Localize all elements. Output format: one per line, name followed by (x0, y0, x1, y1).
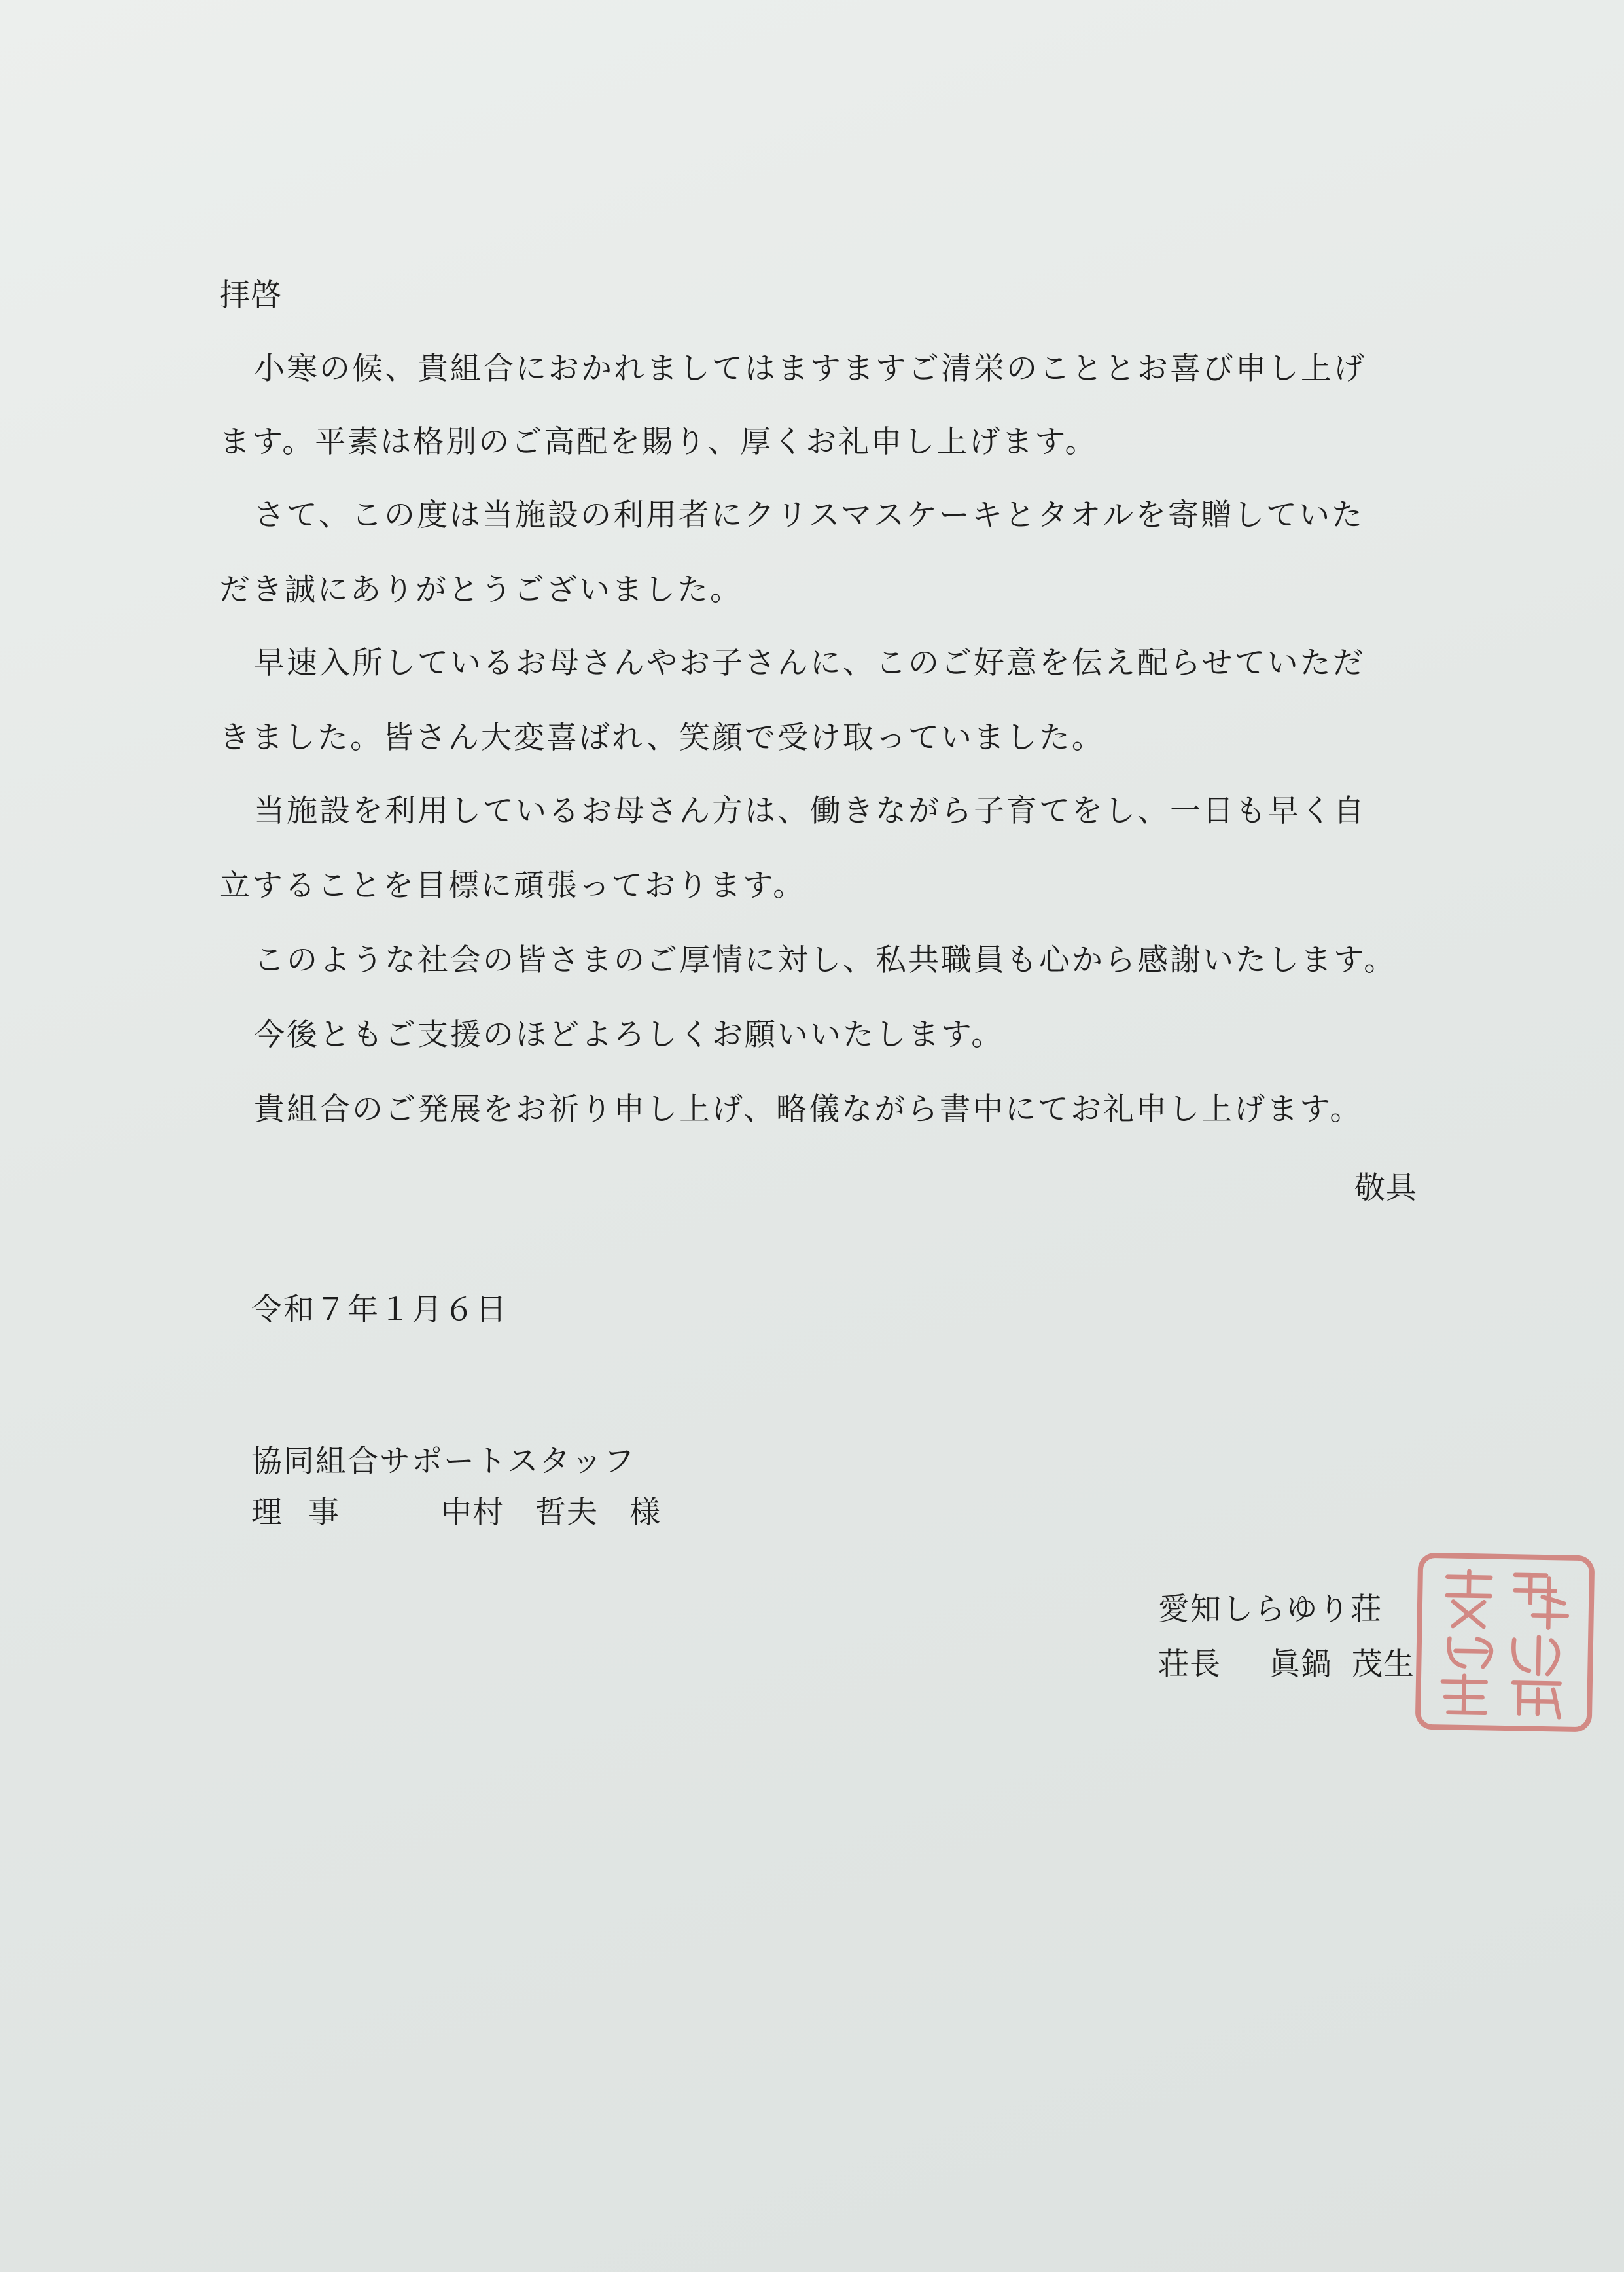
paragraph-line: 立することを目標に頑張っております。 (219, 868, 806, 904)
paragraph-line: だき誠にありがとうございました。 (219, 572, 743, 608)
sender-given-name: 茂生 (1352, 1646, 1415, 1682)
recipient-organization: 協同組合サポートスタッフ (251, 1444, 636, 1480)
sender-title: 荘長 (1158, 1646, 1221, 1682)
paragraph-line: 小寒の候、貴組合におかれましてはますますご清栄のこととお喜び申し上げ (254, 351, 1366, 387)
sender-line (1158, 1646, 1415, 1682)
closing: 敬具 (1354, 1170, 1417, 1206)
sender-organization: 愛知しらゆり荘 (1158, 1591, 1383, 1627)
salutation: 拝啓 (219, 277, 282, 313)
recipient-title: 理事 (251, 1495, 365, 1531)
sender-surname: 眞鍋 (1269, 1646, 1332, 1682)
paragraph-line: 今後ともご支援のほどよろしくお願いいたします。 (254, 1017, 1004, 1053)
paragraph-line: 当施設を利用しているお母さん方は、働きながら子育てをし、一日も早く自 (254, 793, 1366, 829)
letter-date: 令和７年１月６日 (251, 1292, 508, 1328)
paragraph-line: きました。皆さん大変喜ばれ、笑顔で受け取っていました。 (219, 720, 1104, 756)
official-seal-icon (1415, 1553, 1595, 1733)
recipient-line (251, 1495, 661, 1531)
recipient-honorific: 様 (629, 1495, 661, 1531)
paragraph-line: 早速入所しているお母さんやお子さんに、このご好意を伝え配らせていただ (254, 645, 1366, 681)
paragraph-line: ます。平素は格別のご高配を賜り、厚くお礼申し上げます。 (219, 424, 1098, 460)
paragraph-line: このような社会の皆さまのご厚情に対し、私共職員も心から感謝いたします。 (254, 942, 1397, 978)
recipient-name: 中村 哲夫 (441, 1495, 598, 1531)
paragraph-line: さて、この度は当施設の利用者にクリスマスケーキとタオルを寄贈していた (254, 497, 1365, 533)
paragraph-line: 貴組合のご発展をお祈り申し上げ、略儀ながら書中にてお礼申し上げます。 (254, 1092, 1363, 1127)
